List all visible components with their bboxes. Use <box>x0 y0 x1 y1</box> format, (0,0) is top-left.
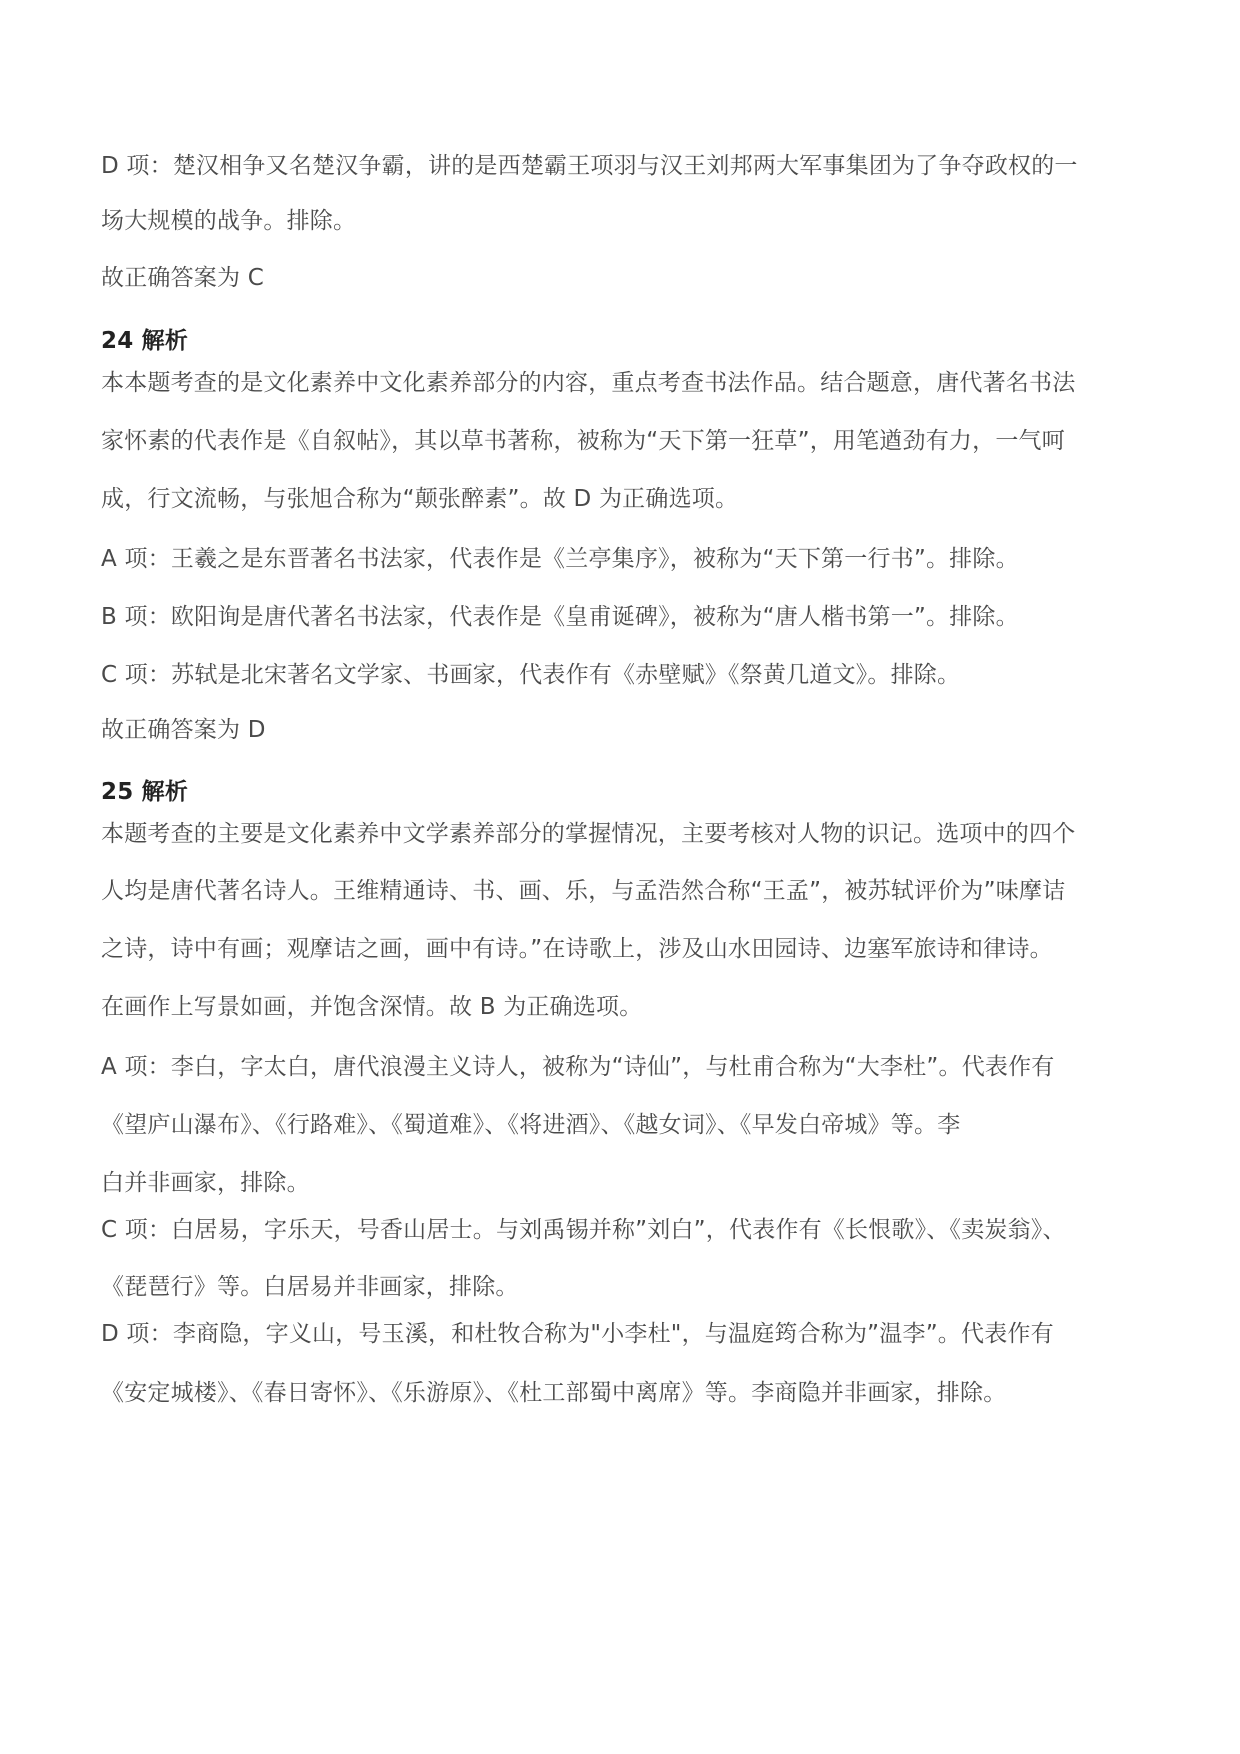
option-line: 白并非画家，排除。 <box>101 1170 310 1196</box>
paragraph-line: 之诗，诗中有画；观摩诘之画，画中有诗。”在诗歌上，涉及山水田园诗、边塞军旅诗和律诗。 <box>101 936 1053 962</box>
option-line: C 项：白居易，字乐天，号香山居士。与刘禹锡并称”刘白”，代表作有《长恨歌》、《卖炭翁》、 <box>101 1217 1066 1243</box>
option-line: 《望庐山瀑布》、《行路难》、《蜀道难》、《将进酒》、《越女词》、《早发白帝城》等。李 <box>101 1112 961 1138</box>
option-line: A 项：王羲之是东晋著名书法家，代表作是《兰亭集序》，被称为“天下第一行书”。排除。 <box>101 546 1019 572</box>
option-line: 《琵琶行》等。白居易并非画家，排除。 <box>101 1274 519 1300</box>
section-heading: 25 解析 <box>101 779 189 805</box>
section-heading: 24 解析 <box>101 328 189 354</box>
option-line: A 项：李白，字太白，唐代浪漫主义诗人，被称为“诗仙”，与杜甫合称为“大李杜”。代表作有 <box>101 1054 1055 1080</box>
paragraph-line: 人均是唐代著名诗人。王维精通诗、书、画、乐，与孟浩然合称“王孟”，被苏轼评价为”味摩诘 <box>101 878 1066 904</box>
option-line: D 项：李商隐，字义山，号玉溪，和杜牧合称为"小李杜"，与温庭筠合称为”温李”。代表作有 <box>101 1321 1054 1347</box>
paragraph-line: 本本题考查的是文化素养中文化素养部分的内容，重点考查书法作品。结合题意，唐代著名书法 <box>101 370 1076 396</box>
paragraph-line: 本题考查的主要是文化素养中文学素养部分的掌握情况，主要考核对人物的识记。选项中的四个 <box>101 821 1076 847</box>
paragraph-line: 在画作上写景如画，并饱含深情。故 B 为正确选项。 <box>101 994 643 1020</box>
paragraph-line: 成，行文流畅，与张旭合称为“颠张醉素”。故 D 为正确选项。 <box>101 486 739 512</box>
option-line: 《安定城楼》、《春日寄怀》、《乐游原》、《杜工部蜀中离席》等。李商隐并非画家，排除。 <box>101 1380 1007 1406</box>
paragraph-line: 场大规模的战争。排除。 <box>101 208 357 234</box>
answer-line: 故正确答案为 D <box>101 717 266 743</box>
option-line: C 项：苏轼是北宋著名文学家、书画家，代表作有《赤壁赋》《祭黄几道文》。排除。 <box>101 662 961 688</box>
option-line: B 项：欧阳询是唐代著名书法家，代表作是《皇甫诞碑》，被称为“唐人楷书第一”。排除。 <box>101 604 1019 630</box>
paragraph-line: 家怀素的代表作是《自叙帖》，其以草书著称，被称为“天下第一狂草”，用笔遒劲有力，一气呵 <box>101 428 1065 454</box>
paragraph-line: D 项：楚汉相争又名楚汉争霸，讲的是西楚霸王项羽与汉王刘邦两大军事集团为了争夺政权的一 <box>101 153 1078 179</box>
answer-line: 故正确答案为 C <box>101 265 264 291</box>
